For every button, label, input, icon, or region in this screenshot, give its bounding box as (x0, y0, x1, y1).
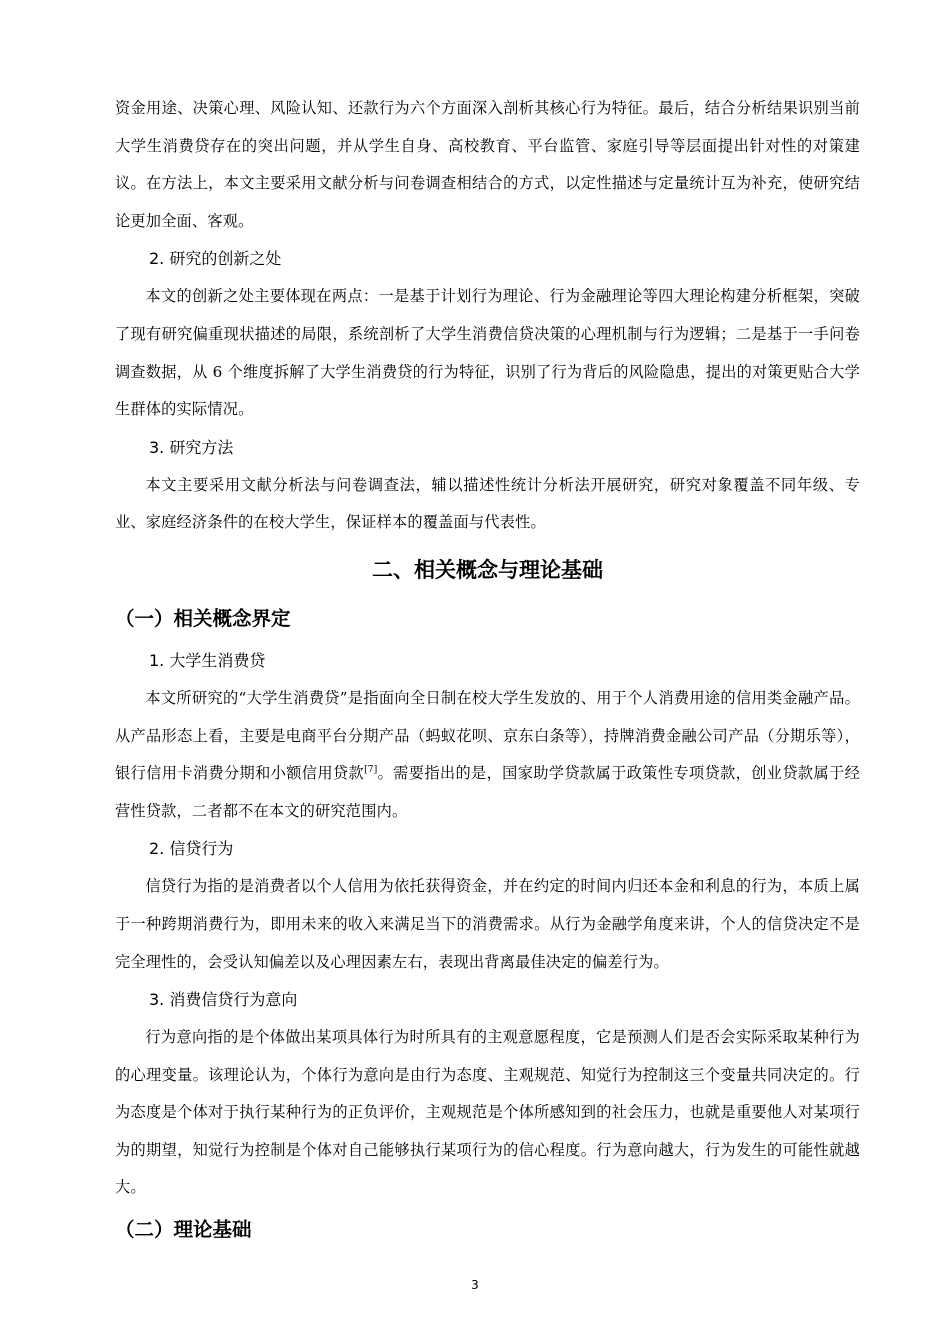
page-content (115, 90, 860, 1253)
paragraph-student-consumer-loan (115, 680, 860, 830)
paragraph-credit-intention: 行为意向指的是个体做出某项具体行为时所具有的主观意愿程度，它是预测人们是否会实际采取某种行为的心理变量。该理论认为，个体行为意向是由行为态度、主观规范、知觉行为控制这三个变量共同决定的。行为态度是个体对于执行某种行为的正负评价，主观规范是个体所感知到的社会压力，也就是重要他人对某项行为的期望，知觉行为控制是个体对自己能够执行某项行为的信心程度。行为意向越大，行为发生的可能性就越大。 (115, 1028, 860, 1197)
heading-student-consumer-loan: 1. 大学生消费贷 (149, 650, 266, 670)
page-number: 3 (471, 1278, 479, 1292)
section-concepts-heading: （一）相关概念界定 (115, 606, 291, 630)
section-theory-heading: （二）理论基础 (115, 1218, 252, 1242)
paragraph-intro-continuation: 资金用途、决策心理、风险认知、还款行为六个方面深入剖析其核心行为特征。最后，结合分析结果识别当前大学生消费贷存在的突出问题，并从学生自身、高校教育、平台监管、家庭引导等层面提出针对性的对策建议。在方法上，本文主要采用文献分析与问卷调查相结合的方式，以定性描述与定量统计互为补充，使研究结论更加全面、客观。 (115, 99, 860, 230)
paragraph-credit-behavior: 信贷行为指的是消费者以个人信用为依托获得资金，并在约定的时间内归还本金和利息的行为，本质上属于一种跨期消费行为，即用未来的收入来满足当下的消费需求。从行为金融学角度来讲，个人的信贷决定不是完全理性的，会受认知偏差以及心理因素左右，表现出背离最佳决定的偏差行为。 (115, 877, 860, 971)
heading-credit-behavior: 2. 信贷行为 (149, 839, 234, 859)
paragraph-research-method: 本文主要采用文献分析法与问卷调查法，辅以描述性统计分析法开展研究，研究对象覆盖不同年级、专业、家庭经济条件的在校大学生，保证样本的覆盖面与代表性。 (115, 475, 860, 532)
heading-innovation: 2. 研究的创新之处 (149, 249, 282, 269)
citation-reference: [7] (364, 765, 378, 776)
chapter-title: 二、相关概念与理论基础 (372, 557, 603, 582)
heading-research-method: 3. 研究方法 (149, 437, 234, 457)
paragraph-innovation: 本文的创新之处主要体现在两点：一是基于计划行为理论、行为金融理论等四大理论构建分析框架，突破了现有研究偏重现状描述的局限，系统剖析了大学生消费信贷决策的心理机制与行为逻辑；二是基于一手问卷调查数据，从 6 个维度拆解了大学生消费贷的行为特征，识别了行为背后的风险隐患，提出的对策更贴合大学生群体的实际情况。 (115, 287, 860, 419)
student-loan-text-part1: 本文所研究的“大学生消费贷”是指面向全日制在校大学生发放的、用于个人消费用途的信用类金融产品。从产品形态上看，主要是电商平台分期产品（蚂蚁花呗、京东白条等），持牌消费金融公司产品（分期乐等），银行信用卡消费分期和小额信用贷款 (115, 688, 860, 783)
heading-credit-intention: 3. 消费信贷行为意向 (149, 990, 298, 1010)
student-loan-text-part2: 。需要指出的是，国家助学贷款属于政策性专项贷款，创业贷款属于经营性贷款，二者都不在本文的研究范围内。 (115, 764, 861, 820)
